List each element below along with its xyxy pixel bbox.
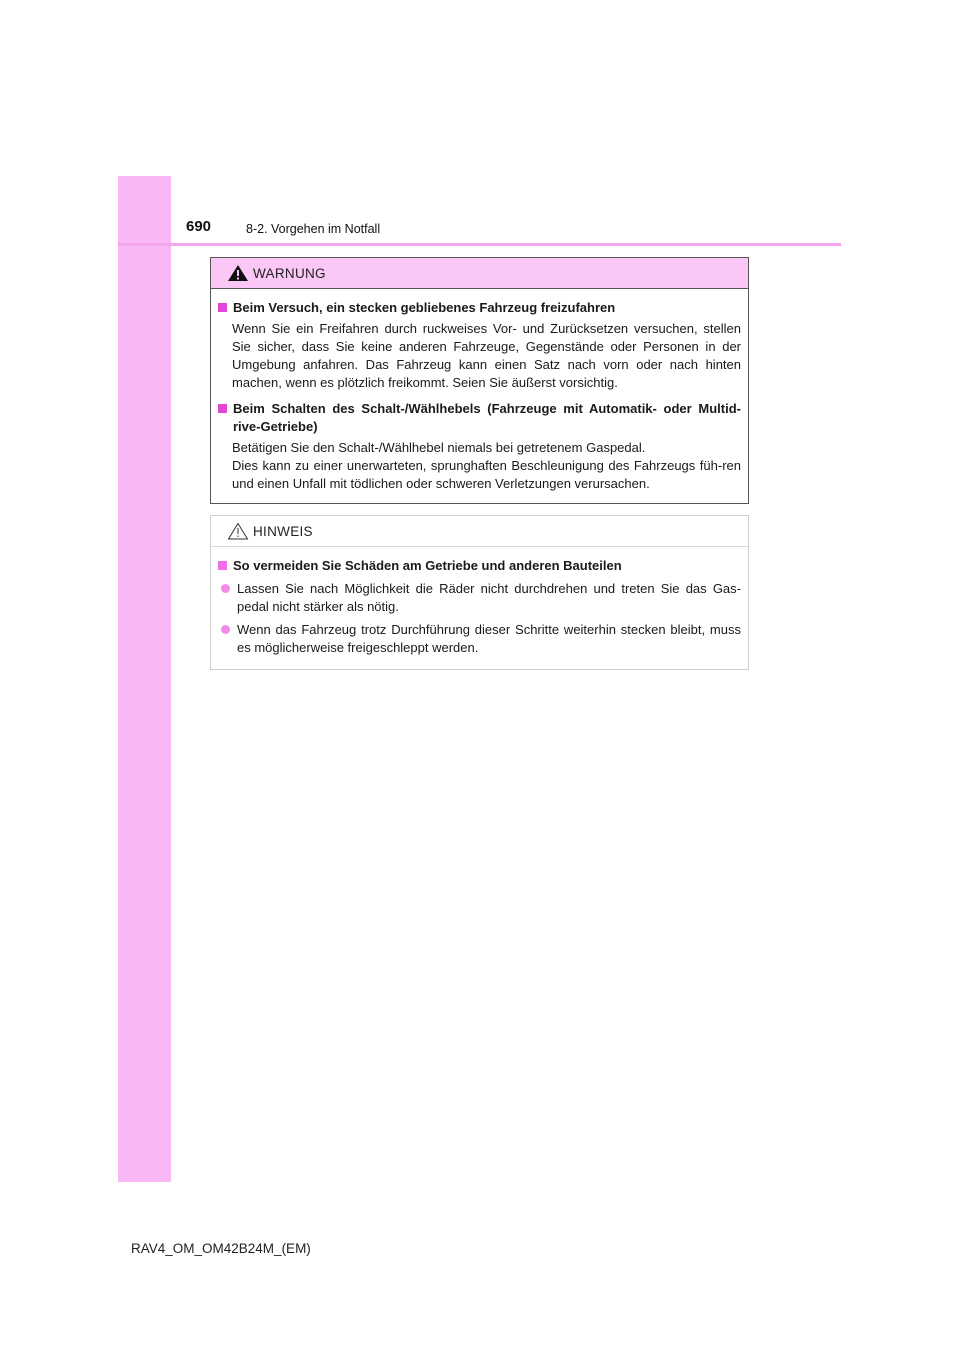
notice-body [211,547,748,657]
square-bullet-icon [218,404,227,413]
document-code: RAV4_OM_OM42B24M_(EM) [131,1241,311,1256]
warning-box [210,257,749,504]
page-number: 690 [186,218,212,235]
list-item: Wenn das Fahrzeug trotz Durchführung dieser Schritte weiterhin stecken bleibt, muss es möglicherweise freigeschleppt werden. [221,621,741,657]
warning-body [211,289,748,493]
circle-bullet-icon [221,584,230,593]
notice-title: HINWEIS [253,523,313,539]
warning-item-heading: Beim Versuch, ein stecken gebliebenes Fahrzeug freizufahren [218,299,741,317]
square-bullet-icon [218,303,227,312]
warning-item-text: Betätigen Sie den Schalt-/Wählhebel niemals bei getretenem Gaspedal. [232,440,646,455]
warning-item-text: Dies kann zu einer unerwarteten, sprunghaften Beschleunigung des Fahrzeugs füh-ren und einen Unfall mit tödlichen oder schweren Verletzungen verursachen. [232,458,741,491]
warning-item-heading: Beim Schalten des Schalt-/Wählhebels (Fahrzeuge mit Automatik- oder Multid-rive-Getriebe) [218,400,741,436]
warning-title: WARNUNG [253,265,326,281]
notice-header [211,516,748,547]
warning-triangle-icon [227,264,249,282]
warning-item-text: Wenn Sie ein Freifahren durch ruckweises Vor- und Zurücksetzen versuchen, stellen Sie sicher, dass Sie keine anderen Fahrzeuge, Gegenstände oder Personen in der Umgebung anfahren. Das Fahrzeug kann einen Satz nach vorn oder nach hinten machen, wenn es plötzlich freikommt. Seien Sie äußerst vorsichtig. [232,321,741,390]
chapter-side-strip [118,176,171,1182]
header-rule [118,243,841,246]
caution-triangle-icon [227,522,249,540]
square-bullet-icon [218,561,227,570]
list-item: Lassen Sie nach Möglichkeit die Räder nicht durchdrehen und treten Sie das Gas-pedal nicht stärker als nötig. [221,580,741,616]
notice-heading: So vermeiden Sie Schäden am Getriebe und anderen Bauteilen [218,557,741,575]
circle-bullet-icon [221,625,230,634]
warning-header [211,258,748,289]
section-title: 8-2. Vorgehen im Notfall [246,222,381,236]
notice-box [210,515,749,670]
